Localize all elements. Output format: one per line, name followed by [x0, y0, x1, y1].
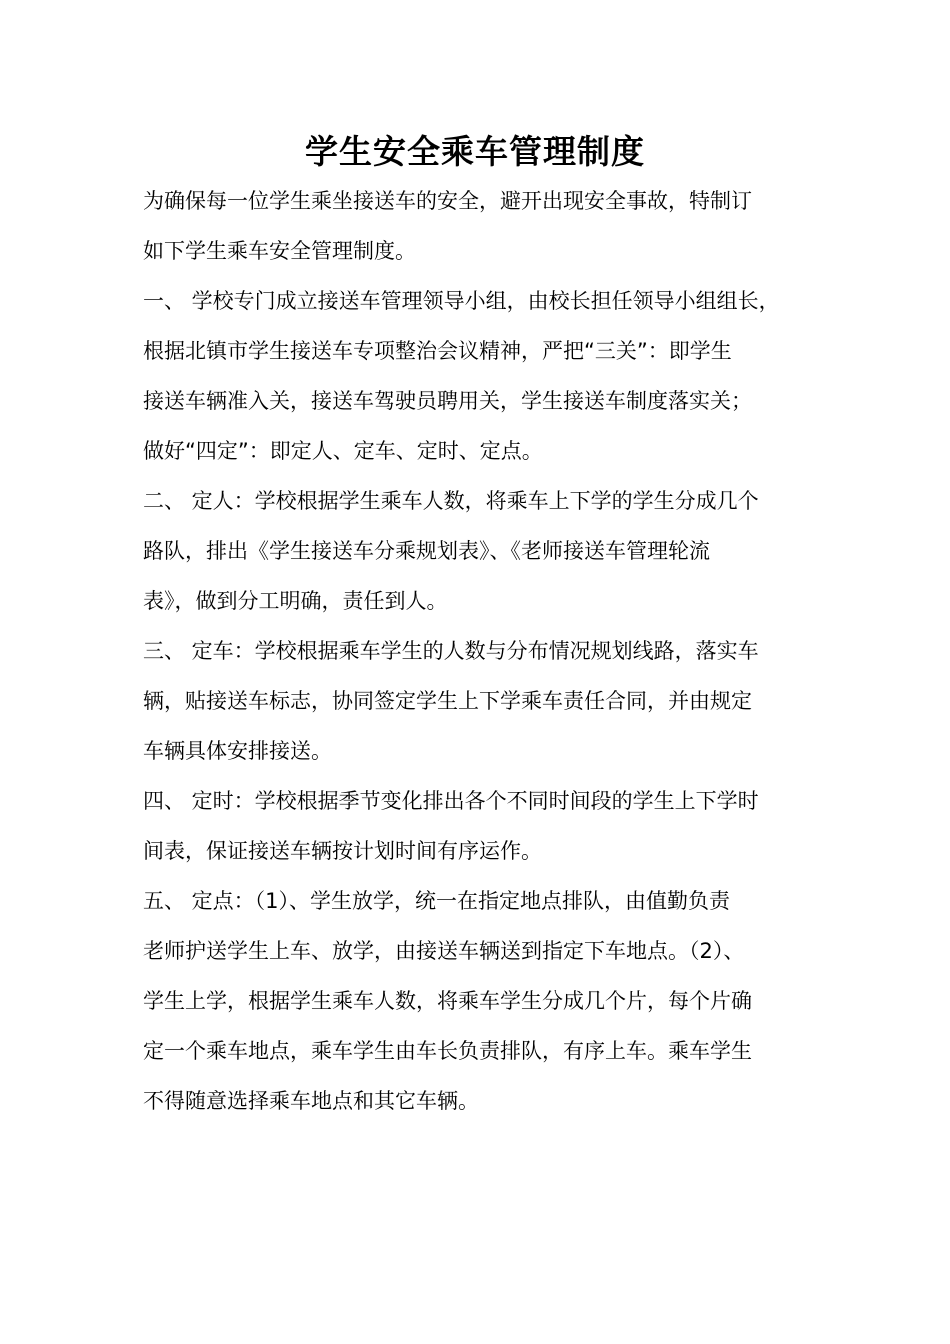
text-line: 不得随意选择乘车地点和其它车辆。 — [143, 1089, 479, 1113]
document-body — [143, 176, 833, 1126]
text-line: 做好“四定”：即定人、定车、定时、定点。 — [143, 439, 543, 463]
text-line: 路队，排出《学生接送车分乘规划表》、《老师接送车管理轮流 — [143, 539, 710, 563]
text-line: 根据北镇市学生接送车专项整治会议精神，严把“三关”：即学生 — [143, 339, 732, 363]
text-line: 如下学生乘车安全管理制度。 — [143, 239, 416, 263]
text-line: 接送车辆准入关，接送车驾驶员聘用关，学生接送车制度落实关； — [143, 389, 752, 413]
text-line: 二、 定人：学校根据学生乘车人数，将乘车上下学的学生分成几个 — [143, 489, 759, 513]
text-line: 五、 定点：（1）、学生放学，统一在指定地点排队，由值勤负责 — [143, 889, 731, 913]
text-line: 老师护送学生上车、放学，由接送车辆送到指定下车地点。（2）、 — [143, 939, 745, 963]
text-line: 定一个乘车地点，乘车学生由车长负责排队，有序上车。乘车学生 — [143, 1039, 752, 1063]
text-line: 间表，保证接送车辆按计划时间有序运作。 — [143, 839, 542, 863]
text-line: 辆，贴接送车标志，协同签定学生上下学乘车责任合同，并由规定 — [143, 689, 752, 713]
text-line: 学生上学，根据学生乘车人数，将乘车学生分成几个片，每个片确 — [143, 989, 752, 1013]
text-line: 车辆具体安排接送。 — [143, 739, 332, 763]
document-title: 学生安全乘车管理制度 — [305, 132, 645, 171]
text-line: 一、 学校专门成立接送车管理领导小组，由校长担任领导小组组长， — [143, 289, 780, 313]
text-line: 三、 定车：学校根据乘车学生的人数与分布情况规划线路，落实车 — [143, 639, 759, 663]
text-line: 四、 定时：学校根据季节变化排出各个不同时间段的学生上下学时 — [143, 789, 759, 813]
text-line: 为确保每一位学生乘坐接送车的安全，避开出现安全事故，特制订 — [143, 189, 752, 213]
text-line: 表》，做到分工明确，责任到人。 — [143, 589, 448, 613]
